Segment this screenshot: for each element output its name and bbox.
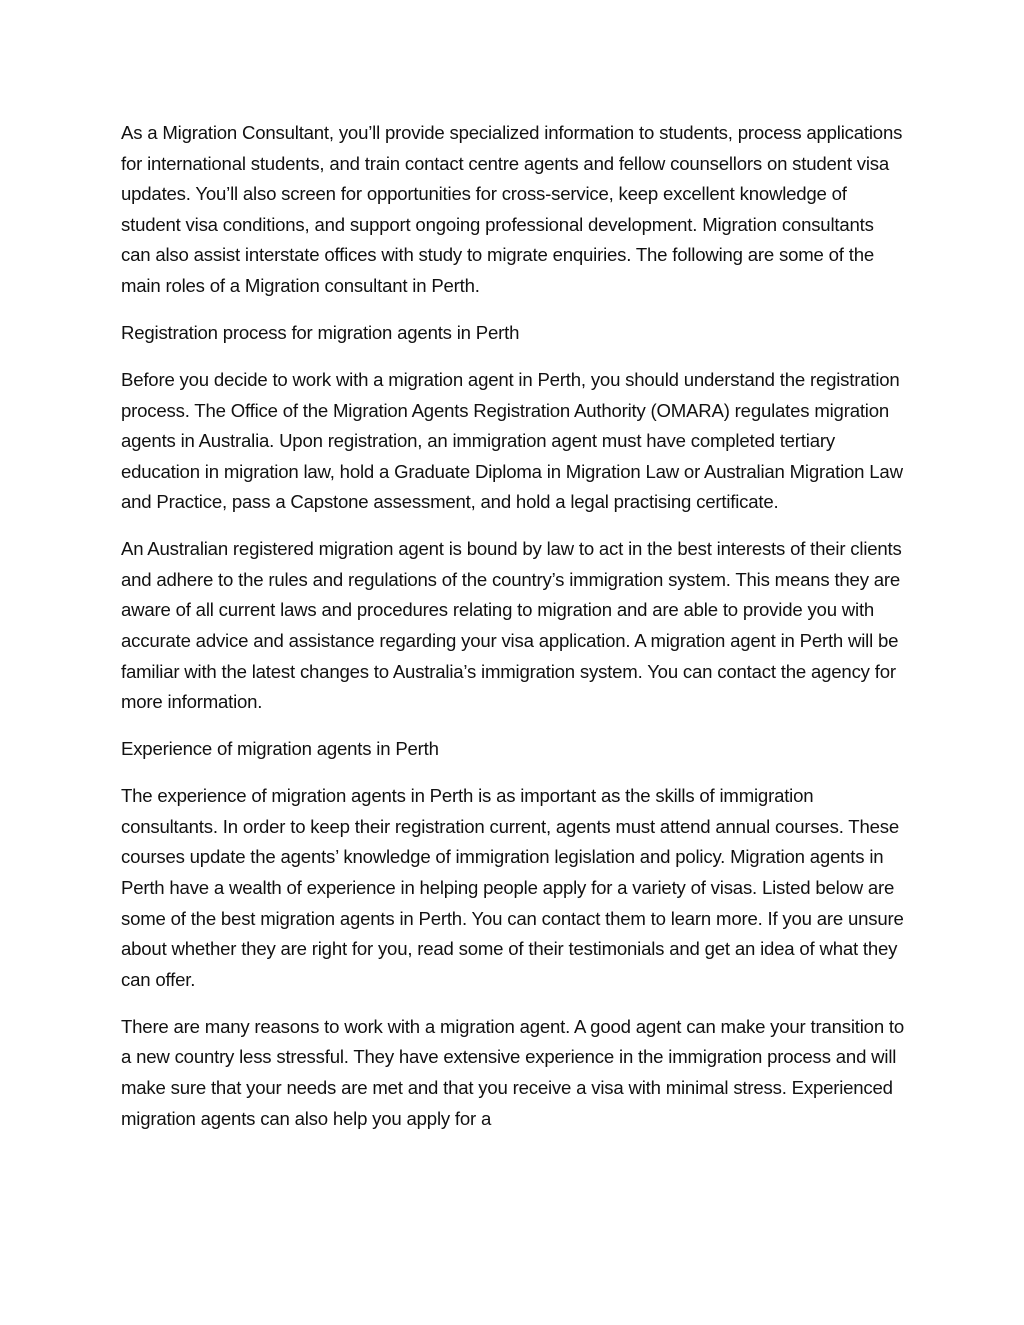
experience-paragraph: The experience of migration agents in Perth is as important as the skills of immigration consultants. In order to keep their registration current, agents must attend annual courses. These courses update the agents’ knowledge of immigration legislation and policy. Migration agents in Perth have a wealth of experience in helping people apply for a variety of visas. Listed below are some of the best migration agents in Perth. You can contact them to learn more. If you are unsure about whether they are right for you, read some of their testimonials and get an idea of what they can offer.: [121, 785, 904, 990]
registration-paragraph: Before you decide to work with a migration agent in Perth, you should understand the registration process. The Office of the Migration Agents Registration Authority (OMARA) regulates migration agents in Australia. Upon registration, an immigration agent must have completed tertiary education in migration law, hold a Graduate Diploma in Migration Law or Australian Migration Law and Practice, pass a Capstone assessment, and hold a legal practising certificate.: [121, 368, 903, 513]
registered-agent-paragraph: An Australian registered migration agent is bound by law to act in the best interests of their clients and adhere to the rules and regulations of the country’s immigration system. This means they are aware of all current laws and procedures relating to migration and are able to provide you with accurate advice and assistance regarding your visa application. A migration agent in Perth will be familiar with the latest changes to Australia’s immigration system. You can contact the agency for more information.: [121, 538, 902, 713]
experience-heading: Experience of migration agents in Perth: [121, 738, 439, 760]
intro-paragraph: As a Migration Consultant, you’ll provide specialized information to students, process applications for international students, and train contact centre agents and fellow counsellors on student visa updates. You’ll also screen for opportunities for cross-service, keep excellent knowledge of student visa conditions, and support ongoing professional development. Migration consultants can also assist interstate offices with study to migrate enquiries. The following are some of the main roles of a Migration consultant in Perth.: [121, 122, 903, 296]
reasons-paragraph: There are many reasons to work with a migration agent. A good agent can make your transition to a new country less stressful. They have extensive experience in the immigration process and will make sure that your needs are met and that you receive a visa with minimal stress. Experienced migration agents can also help you apply for a: [121, 1015, 905, 1129]
registration-heading: Registration process for migration agents in Perth: [121, 321, 520, 343]
document-body: [121, 118, 907, 1151]
